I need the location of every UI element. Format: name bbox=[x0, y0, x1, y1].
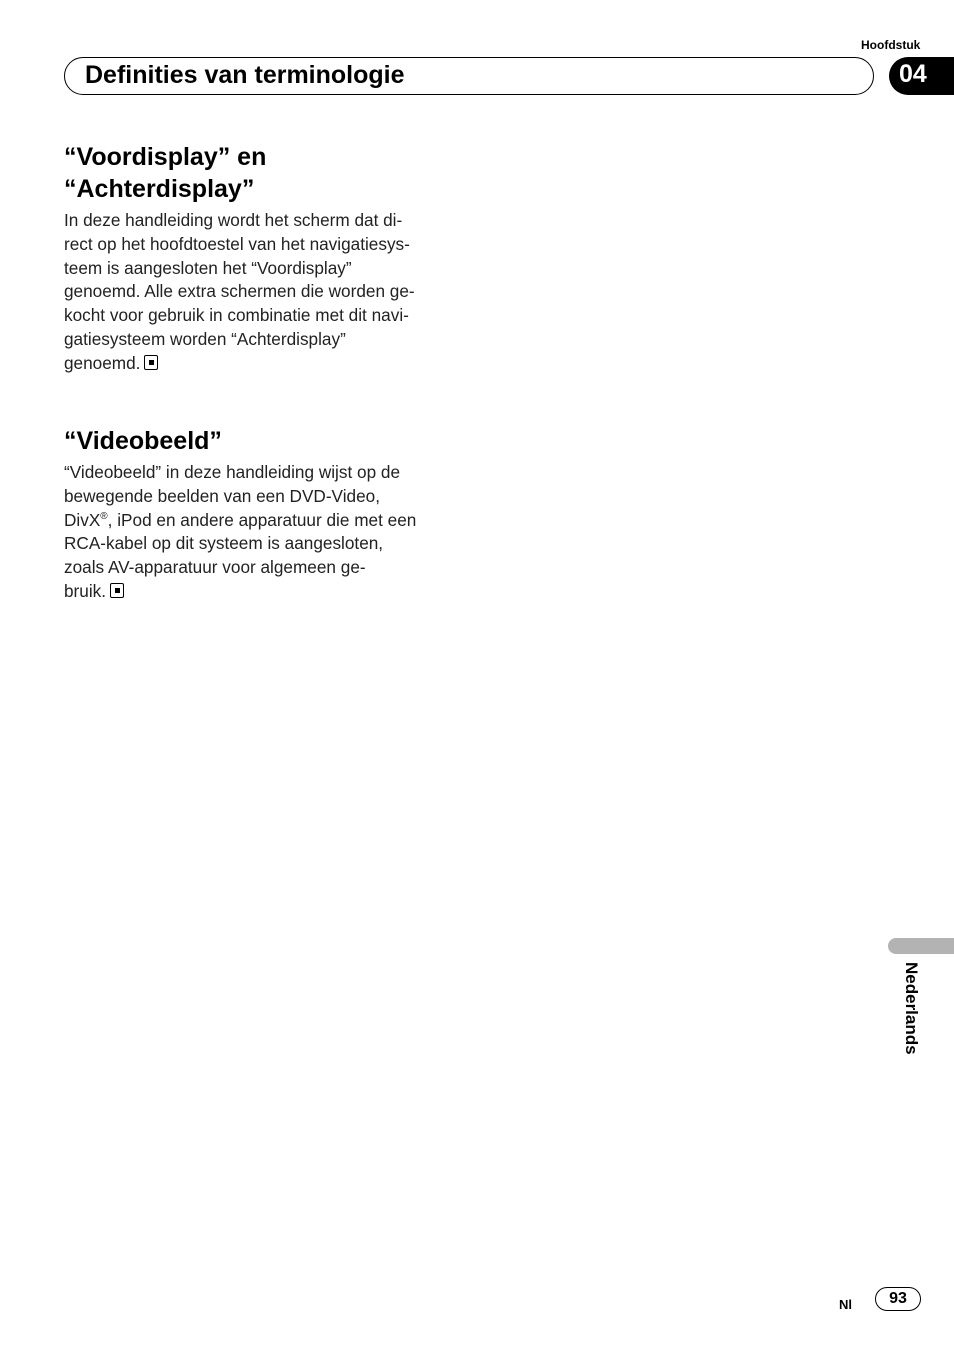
body-line: teem is aangesloten het “Voordisplay” bbox=[64, 257, 352, 278]
section-voordisplay bbox=[64, 141, 448, 376]
heading-line: “Voordisplay” en bbox=[64, 143, 267, 171]
section-body bbox=[64, 209, 448, 376]
language-tab-marker bbox=[888, 938, 954, 954]
body-line: bewegende beelden van een DVD-Video, bbox=[64, 485, 380, 506]
body-line-text: genoemd. bbox=[64, 352, 141, 373]
chapter-number-badge bbox=[889, 57, 954, 95]
divx-text: DivX bbox=[64, 509, 101, 530]
body-line-text: bruik. bbox=[64, 580, 107, 601]
body-line: RCA-kabel op dit systeem is aangesloten, bbox=[64, 533, 384, 554]
body-line: genoemd. Alle extra schermen die worden ge- bbox=[64, 281, 415, 302]
body-line: In deze handleiding wordt het scherm dat di- bbox=[64, 210, 403, 230]
section-videobeeld bbox=[64, 425, 448, 604]
section-heading bbox=[64, 141, 448, 205]
body-line-last bbox=[64, 352, 448, 376]
section-heading: “Videobeeld” bbox=[64, 427, 222, 455]
body-line: gatiesysteem worden “Achterdisplay” bbox=[64, 328, 346, 349]
body-line: “Videobeeld” in deze handleiding wijst op de bbox=[64, 462, 401, 482]
body-line: kocht voor gebruik in combinatie met dit navi- bbox=[64, 305, 409, 326]
registered-mark: ® bbox=[100, 510, 108, 522]
chapter-label: Hoofdstuk bbox=[861, 38, 921, 52]
body-line: rect op het hoofdtoestel van het navigatiesys- bbox=[64, 233, 410, 254]
chapter-title-bar bbox=[64, 57, 874, 95]
page-number: 93 bbox=[889, 1290, 907, 1307]
chapter-title: Definities van terminologie bbox=[85, 61, 405, 89]
chapter-number: 04 bbox=[899, 60, 927, 88]
end-of-section-icon bbox=[110, 583, 124, 598]
language-label: Nederlands bbox=[902, 962, 921, 1055]
footer-language-code: Nl bbox=[839, 1297, 852, 1312]
body-line bbox=[64, 509, 448, 533]
body-line-last bbox=[64, 580, 448, 604]
heading-line: “Achterdisplay” bbox=[64, 175, 255, 203]
page-number-badge bbox=[875, 1287, 921, 1311]
body-line-text: , iPod en andere apparatuur die met een bbox=[107, 509, 417, 530]
body-line: zoals AV-apparatuur voor algemeen ge- bbox=[64, 557, 366, 578]
section-body bbox=[64, 461, 448, 604]
end-of-section-icon bbox=[144, 355, 158, 370]
